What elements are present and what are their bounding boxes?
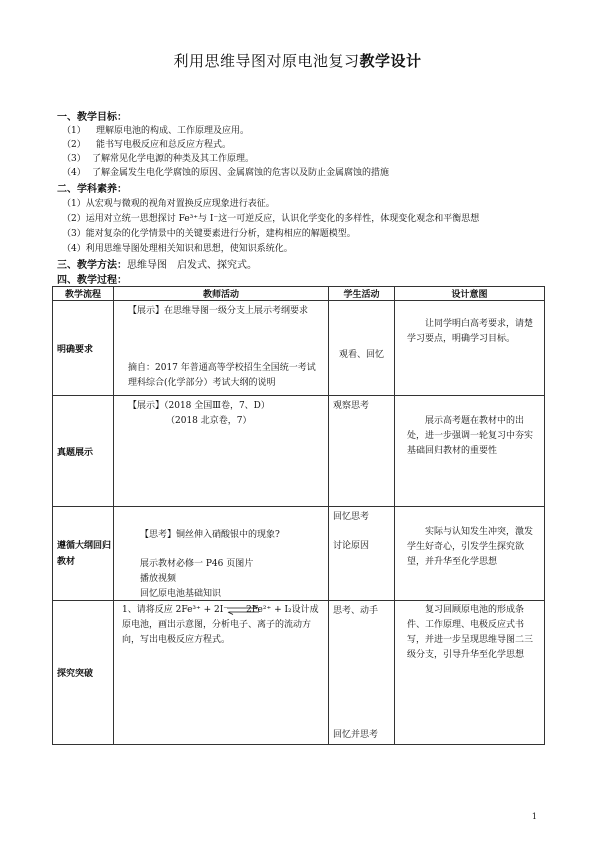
table-row (53, 301, 545, 396)
literacy-item: （1）从宏观与微观的视角对置换反应现象进行表征。 (62, 199, 275, 209)
table-row (53, 396, 545, 507)
student-cell: 回忆思考 讨论原因 (329, 507, 395, 601)
student-cell: 观察思考 (329, 396, 395, 507)
method-line (57, 256, 257, 271)
table-row (53, 507, 545, 601)
teacher-cell: 1、请将反应 2Fe³⁺ + 2I⁻ 2Fe²⁺ + I₂设计成原电池，画出示意图，分析电子、离子的流动方向，写出电极反应方程式。 (114, 601, 329, 745)
flow-cell: 真题展示 (53, 396, 114, 507)
intent-cell: 实际与认知发生冲突，激发学生好奇心，引发学生探究欲望，并升华至化学思想 (395, 507, 545, 601)
document-title (0, 50, 595, 71)
reversible-arrow-icon (226, 605, 260, 615)
header-teacher: 教师活动 (114, 287, 329, 301)
literacy-heading: 二、学科素养： (57, 184, 127, 195)
intent-cell: 展示高考题在教材中的出处，进一步强调一轮复习中夯实基础回归教材的重要性 (395, 396, 545, 507)
goal-item: （3） 了解常见化学电源的种类及其工作原理。 (62, 154, 255, 164)
method-heading: 三、教学方法： (57, 260, 127, 271)
process-heading: 四、教学过程： (57, 275, 127, 286)
flow-cell: 探究突破 (53, 601, 114, 745)
literacy-item: （3）能对复杂的化学情景中的关键要素进行分析，建构相应的解题模型。 (62, 229, 356, 239)
flow-cell: 遵循大纲回归教材 (53, 507, 114, 601)
teacher-cell: 【思考】铜丝伸入硝酸银中的现象? 展示教材必修一 P46 页图片 播放视频 回忆原电池基础知识 (114, 507, 329, 601)
title-bold: 教学设计 (359, 52, 422, 70)
literacy-item: （2）运用对立统一思想探讨 Fe³⁺与 I⁻这一可逆反应，认识化学变化的多样性，体现变化观念和平衡思想 (62, 214, 480, 224)
table-row (53, 601, 545, 745)
goal-item: （2） 能书写电极反应和总反应方程式。 (62, 140, 232, 150)
student-cell: 观看、回忆 (329, 301, 395, 396)
literacy-item: （4）利用思维导图处理相关知识和思想，使知识系统化。 (62, 244, 293, 254)
method-text: 思维导图 启发式、探究式。 (127, 260, 257, 271)
lesson-plan-table (52, 286, 545, 745)
flow-cell: 明确要求 (53, 301, 114, 396)
student-cell: 思考、动手 回忆并思考 (329, 601, 395, 745)
teacher-cell: 【展示】（2018 全国Ⅲ卷，7、D） （2018 北京卷，7） (114, 396, 329, 507)
title-main: 利用思维导图对原电池复习 (173, 52, 360, 70)
header-flow: 教学流程 (53, 287, 114, 301)
header-intent: 设计意图 (395, 287, 545, 301)
intent-cell: 复习回顾原电池的形成条件、工作原理、电极反应式书写，并进一步呈现思维导图二三级分支，引导升华至化学思想 (395, 601, 545, 745)
teacher-cell: 【展示】在思维导图一级分支上展示考纲要求 摘自：2017 年普通高等学校招生全国统一考试理科综合(化学部分）考试大纲的说明 (114, 301, 329, 396)
goal-item: （4） 了解金属发生电化学腐蚀的原因、金属腐蚀的危害以及防止金属腐蚀的措施 (62, 168, 390, 178)
intent-cell: 让同学明白高考要求，请楚学习要点，明确学习目标。 (395, 301, 545, 396)
goal-item: （1） 理解原电池的构成、工作原理及应用。 (62, 126, 250, 136)
page-number: 1 (531, 812, 537, 821)
goals-heading: 一、教学目标： (57, 112, 127, 123)
table-header-row (53, 287, 545, 301)
header-student: 学生活动 (329, 287, 395, 301)
